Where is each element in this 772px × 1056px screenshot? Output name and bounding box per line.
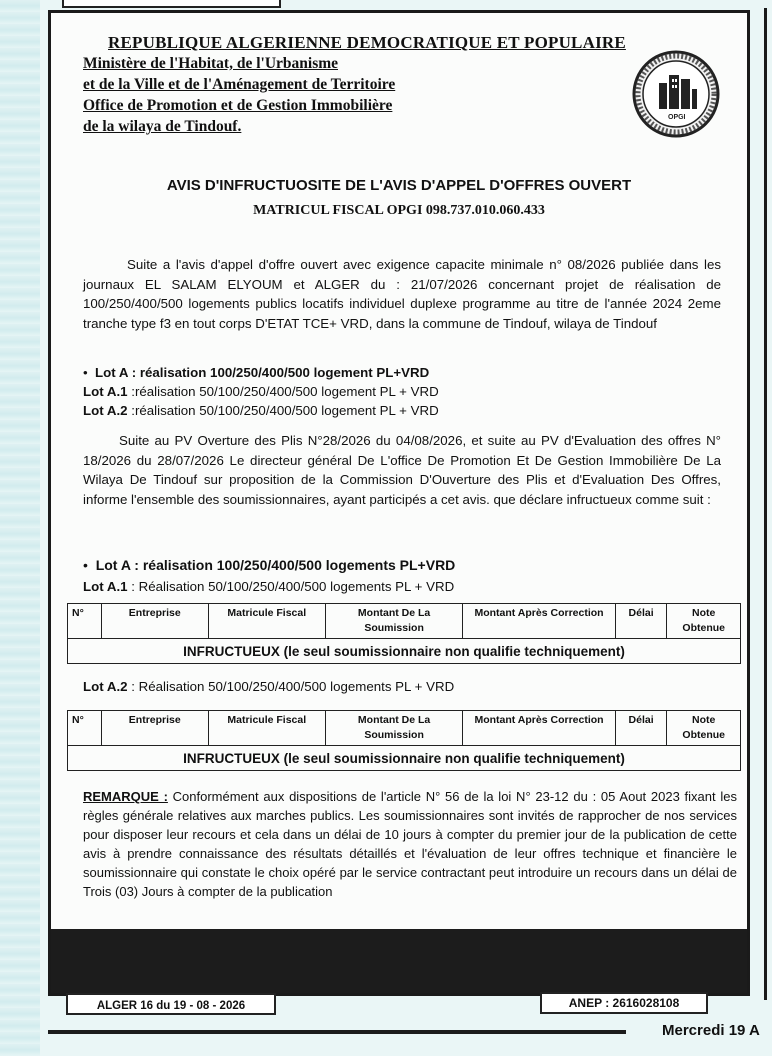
- col-number: N°: [68, 604, 102, 639]
- remarque-label: REMARQUE :: [83, 789, 168, 804]
- col-montant-correction: Montant Après Correction: [463, 604, 616, 639]
- right-border-line: [764, 8, 767, 1000]
- fiscal-number: MATRICUL FISCAL OPGI 098.737.010.060.433: [253, 203, 545, 218]
- col-montant-correction: Montant Après Correction: [463, 711, 616, 746]
- office-line-2: de la wilaya de Tindouf.: [83, 118, 242, 135]
- footer-newspaper-ref: ALGER 16 du 19 - 08 - 2026: [66, 993, 276, 1015]
- lot-a-text: Lot A : réalisation 100/250/400/500 logement PL+VRD: [95, 365, 430, 380]
- lot-a2-text: :réalisation 50/100/250/400/500 logement PL + VRD: [127, 403, 439, 418]
- lot-a1-item: [83, 382, 439, 401]
- results-table-lot-a1: [67, 603, 741, 664]
- result-infructueux: INFRUCTUEUX (le seul soumissionnaire non qualifie techniquement): [68, 746, 741, 771]
- ministry-line-2: et de la Ville et de l'Aménagement de Territoire: [83, 76, 396, 93]
- footer-anep-ref: ANEP : 2616028108: [540, 992, 708, 1014]
- table-row: [68, 746, 741, 771]
- lot-a-result-text: Lot A : réalisation 100/250/400/500 logements PL+VRD: [95, 557, 456, 573]
- lot-a2-result-item: [83, 679, 454, 694]
- lot-a-item: • Lot A : réalisation 100/250/400/500 logement PL+VRD: [83, 365, 430, 380]
- col-note: Note Obtenue: [667, 711, 741, 746]
- paragraph-decision: [83, 431, 721, 509]
- lot-a2-label: Lot A.2: [83, 403, 128, 418]
- results-table-lot-a2: [67, 710, 741, 771]
- col-entreprise: Entreprise: [102, 711, 208, 746]
- col-delai: Délai: [615, 711, 667, 746]
- col-matricule: Matricule Fiscal: [208, 604, 325, 639]
- remarque-text: Conformément aux dispositions de l'article N° 56 de la loi N° 23-12 du : 05 Aout 2023 fixant les règles générale relatives aux marches publics. Les soumissionnaires sont invités de rapprocher de nos services pour disposer leur recours et cela dans un délai de 10 jours à compter du premier jour de la publication de cette avis à prendre connaissance des résultats détaillés et l'évaluation de leur offres technique et financière le soumissionnaire qui constate le choix opéré par le service contractant peut introduire un recours dans un délai de Trois (03) Jours à compter de la publication: [83, 789, 737, 899]
- top-tab-frame: [62, 0, 281, 8]
- lots-list-2: [83, 555, 455, 597]
- left-margin-strip: [0, 0, 40, 1056]
- notice-frame: [48, 10, 750, 996]
- paragraph-intro-text: Suite a l'avis d'appel d'offre ouvert avec exigence capacite minimale n° 08/2026 publiée dans les journaux EL SALAM ELYOUM et ALGER du : 21/07/2026 concernant projet de réalisation de 100/250/400/500 logements publics locatifs individuel duplexe programme au titre de l'année 2024 2eme tranche type f3 en tout corps D'ETAT TCE+ VRD, dans la commune de Tindouf, wilaya de Tindouf: [83, 257, 721, 331]
- table-header-row: [68, 604, 741, 639]
- result-infructueux: INFRUCTUEUX (le seul soumissionnaire non qualifie techniquement): [68, 639, 741, 664]
- col-montant: Montant De La Soumission: [325, 604, 462, 639]
- col-entreprise: Entreprise: [102, 604, 208, 639]
- col-number: N°: [68, 711, 102, 746]
- logo-text: OPGI: [668, 114, 686, 121]
- bottom-date: Mercredi 19 A: [662, 1022, 760, 1039]
- lot-a2-item: [83, 401, 439, 420]
- lot-a1-result-text: : Réalisation 50/100/250/400/500 logements PL + VRD: [127, 579, 455, 594]
- office-line-1: Office de Promotion et de Gestion Immobilière: [83, 97, 393, 114]
- bottom-rule: [48, 1030, 626, 1034]
- lot-a1-result-label: Lot A.1: [83, 579, 128, 594]
- lot-a2-result-label: Lot A.2: [83, 679, 128, 694]
- col-delai: Délai: [615, 604, 667, 639]
- paragraph-intro: [83, 255, 721, 333]
- remarque-paragraph: [83, 787, 737, 901]
- paragraph-decision-text: Suite au PV Overture des Plis N°28/2026 du 04/08/2026, et suite au PV d'Evaluation des offres N° 18/2026 du 28/07/2026 Le directeur général De L'office De Promotion Et De Gestion Immobilière De La Wilaya De Tindouf sur proposition de la Commission D'Ouverture des Plis et d'Evaluation Des Offres, informe l'ensemble des soumissionnaires, ayant participés a cet avis. que déclare infructueux comme suit :: [83, 433, 721, 507]
- table-row: [68, 639, 741, 664]
- lots-list-1: [83, 363, 439, 420]
- header-block: [83, 33, 643, 137]
- lot-a1-result-item: [83, 576, 455, 597]
- ministry-line-1: Ministère de l'Habitat, de l'Urbanisme: [83, 55, 339, 72]
- opgi-seal-logo: [631, 49, 721, 139]
- col-montant: Montant De La Soumission: [325, 711, 462, 746]
- republic-heading: REPUBLIQUE ALGERIENNE DEMOCRATIQUE ET POPULAIRE: [108, 33, 626, 52]
- lot-a-result-item: • Lot A : réalisation 100/250/400/500 logements PL+VRD: [83, 557, 456, 573]
- col-note: Note Obtenue: [667, 604, 741, 639]
- black-bar: [51, 929, 747, 993]
- notice-title: AVIS D'INFRUCTUOSITE DE L'AVIS D'APPEL D'OFFRES OUVERT: [166, 177, 632, 194]
- table-header-row: [68, 711, 741, 746]
- lot-a1-label: Lot A.1: [83, 384, 128, 399]
- col-matricule: Matricule Fiscal: [208, 711, 325, 746]
- lot-a2-result-text: : Réalisation 50/100/250/400/500 logements PL + VRD: [127, 679, 455, 694]
- lot-a1-text: :réalisation 50/100/250/400/500 logement PL + VRD: [127, 384, 439, 399]
